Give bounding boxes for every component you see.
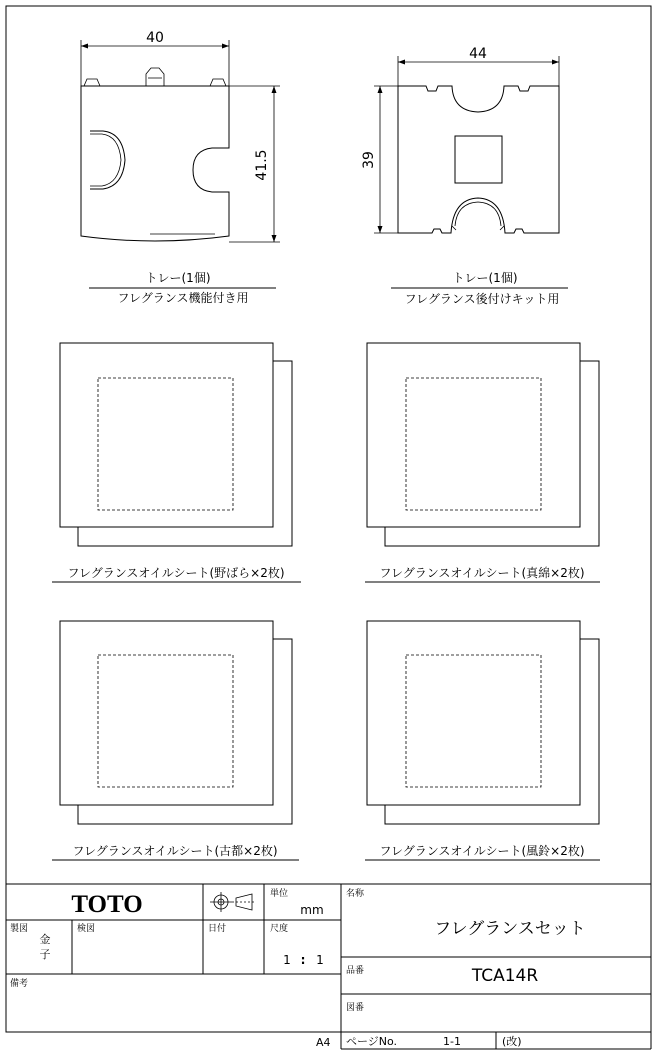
drawing-no-label: 図番 [346,1003,365,1013]
part-no: TCA14R [471,966,539,986]
page-value: 1-1 [443,1035,461,1048]
tray-1-height-label: 41.5 [254,149,270,181]
drawn-label: 製図 [10,924,29,934]
tray-2-drawing [361,46,559,233]
tray-1-outline [81,86,229,241]
sheet-1-label: フレグランスオイルシート(野ばら×2枚) [67,566,285,580]
tray-1-drawing [81,30,280,242]
toto-logo: TOTO [71,891,143,918]
scale-left: 1 [283,953,291,967]
scale-colon: : [300,953,306,967]
tray-1-tab-right [210,79,226,86]
date-label: 日付 [208,924,227,934]
paper-size: A4 [316,1036,331,1049]
tray-2-window [455,136,502,183]
tray-1-width-label: 40 [146,30,164,46]
sheet-2-label: フレグランスオイルシート(真綿×2枚) [379,566,585,580]
projection-symbol-icon [210,892,256,912]
sheet-1-front [60,343,273,527]
tray-2-height-label: 39 [361,151,377,169]
tray-1-use: フレグランス機能付き用 [117,291,249,305]
sheet-2-front [367,343,580,527]
tray-2-arc-arrow [452,226,504,230]
checked-label: 検図 [77,924,96,934]
sheet-2-drawing [367,343,599,546]
page-label: ページNo. [346,1035,398,1048]
tray-2-use: フレグランス後付けキット用 [404,292,560,306]
drawn-name-1: 金 [39,933,51,946]
tray-2-bottom-arc-inner [455,202,501,226]
sheet-4-drawing [367,621,599,824]
tray-1-u-cutout-inner [90,134,121,186]
part-no-label: 品番 [346,966,365,976]
sheet-4-front [367,621,580,805]
tray-2-width-label: 44 [469,46,487,62]
tray-1-name: トレー(1個) [145,271,211,285]
sheet-1-drawing [60,343,292,546]
unit-label: 単位 [270,889,289,899]
scale-right: 1 [316,953,324,967]
tray-1-u-cutout-outer [90,131,125,189]
name-label: 名称 [346,889,365,899]
scale-label: 尺度 [270,924,289,934]
drawn-name-2: 子 [39,948,51,961]
tray-1-tab-center [146,68,164,86]
tray-2-name: トレー(1個) [452,271,518,285]
sheet-3-label: フレグランスオイルシート(古都×2枚) [72,844,278,858]
unit-value: mm [300,903,324,917]
sheet-3-front [60,621,273,805]
sheet-3-drawing [60,621,292,824]
revision: (改) [502,1035,522,1048]
tray-2-outline [398,86,559,233]
tray-1-tab-left [84,79,100,86]
product-name: フレグランスセット [434,919,586,939]
title-block [6,884,651,1049]
remarks-label: 備考 [10,979,29,989]
sheet-4-label: フレグランスオイルシート(風鈴×2枚) [379,844,585,858]
